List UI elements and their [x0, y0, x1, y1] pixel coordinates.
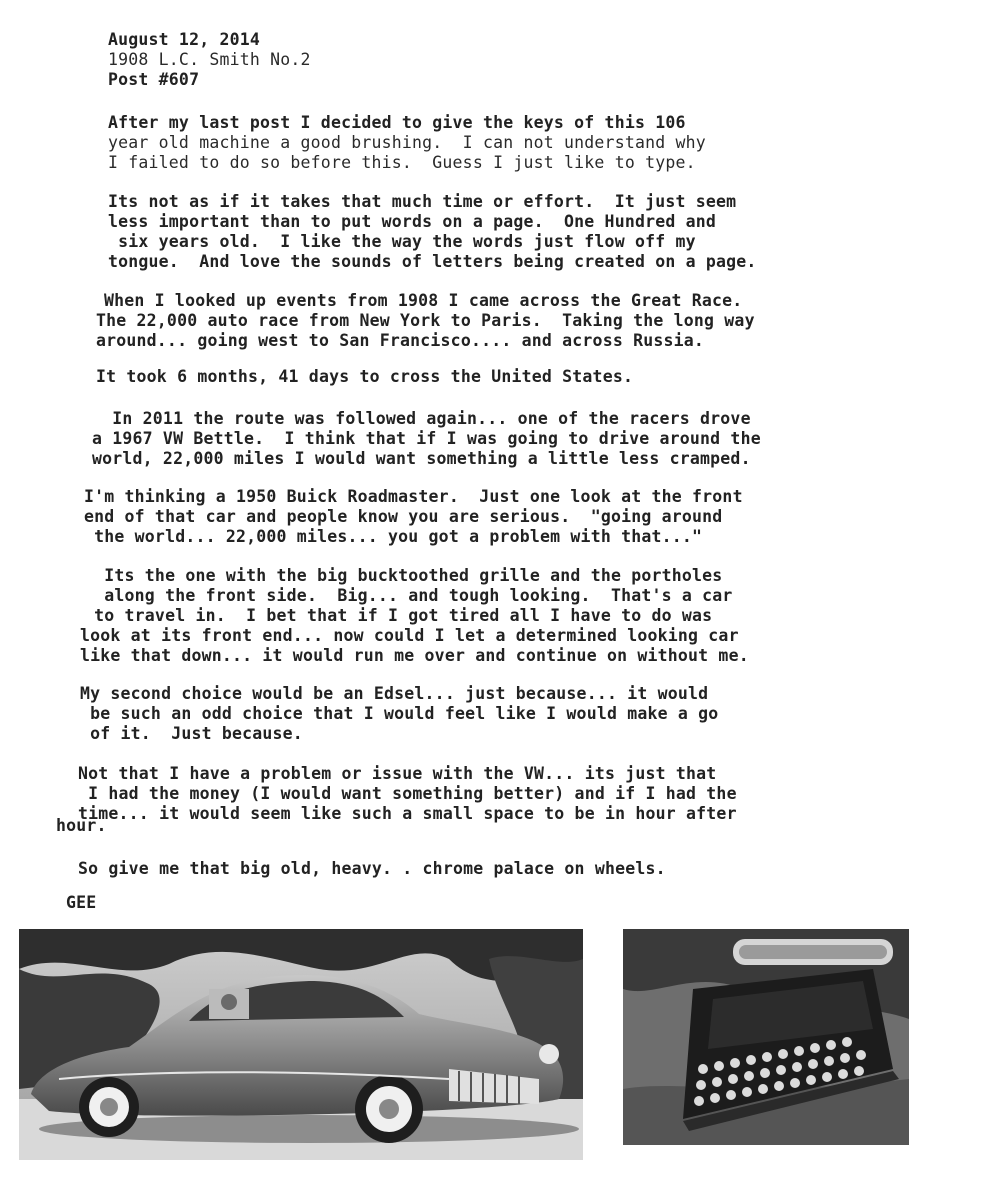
paragraph-6-line-2: end of that car and people know you are serious. "going around [84, 507, 723, 526]
paragraph-2-line-1: Its not as if it takes that much time or effort. It just seem [108, 192, 737, 211]
paragraph-5-line-2: a 1967 VW Bettle. I think that if I was going to drive around the [92, 429, 761, 448]
paragraph-2-line-3: six years old. I like the way the words just flow off my [108, 232, 696, 251]
paragraph-5-line-3: world, 22,000 miles I would want something a little less cramped. [92, 449, 751, 468]
paragraph-9-line-2: I had the money (I would want something better) and if I had the [78, 784, 737, 803]
car-photo [19, 929, 583, 1160]
paragraph-8-line-3: of it. Just because. [80, 724, 303, 743]
paragraph-9-line-1: Not that I have a problem or issue with the VW... its just that [78, 764, 717, 783]
signature: GEE [66, 893, 97, 912]
paragraph-1-line-3: I failed to do so before this. Guess I just like to type. [108, 153, 696, 172]
paragraph-10-line-1: So give me that big old, heavy. . chrome palace on wheels. [78, 859, 666, 878]
paragraph-5-line-1: In 2011 the route was followed again... one of the racers drove [92, 409, 751, 428]
paragraph-4-line-1: It took 6 months, 41 days to cross the United States. [96, 367, 634, 386]
paragraph-7-line-5: like that down... it would run me over and continue on without me. [80, 646, 749, 665]
paragraph-8-line-2: be such an odd choice that I would feel like I would make a go [80, 704, 719, 723]
paragraph-8-line-1: My second choice would be an Edsel... just because... it would [80, 684, 709, 703]
paragraph-6-line-3: the world... 22,000 miles... you got a problem with that..." [84, 527, 703, 546]
paragraph-3-line-1: When I looked up events from 1908 I came across the Great Race. [104, 291, 743, 310]
paragraph-6-line-1: I'm thinking a 1950 Buick Roadmaster. Just one look at the front [84, 487, 743, 506]
paragraph-2-line-2: less important than to put words on a page. One Hundred and [108, 212, 717, 231]
paragraph-7-line-2: along the front side. Big... and tough looking. That's a car [84, 586, 733, 605]
header-machine: 1908 L.C. Smith No.2 [108, 50, 311, 69]
typewriter-image [623, 929, 909, 1145]
paragraph-3-line-3: around... going west to San Francisco.... and across Russia. [96, 331, 705, 350]
paragraph-7-line-1: Its the one with the big bucktoothed grille and the portholes [84, 566, 723, 585]
paragraph-9-line-3: time... it would seem like such a small space to be in hour after [78, 804, 737, 823]
paragraph-3-line-2: The 22,000 auto race from New York to Paris. Taking the long way [96, 311, 755, 330]
buick-roadmaster-image [19, 929, 583, 1160]
paragraph-1-line-1: After my last post I decided to give the keys of this 106 [108, 113, 686, 132]
header-post-number: Post #607 [108, 70, 200, 89]
paragraph-9-overflow-word: hour. [56, 816, 107, 835]
header-date: August 12, 2014 [108, 30, 261, 49]
typewriter-photo [623, 929, 909, 1145]
paragraph-1-line-2: year old machine a good brushing. I can not understand why [108, 133, 706, 152]
paragraph-7-line-4: look at its front end... now could I let a determined looking car [80, 626, 739, 645]
paragraph-2-line-4: tongue. And love the sounds of letters being created on a page. [108, 252, 757, 271]
paragraph-7-line-3: to travel in. I bet that if I got tired all I have to do was [84, 606, 713, 625]
